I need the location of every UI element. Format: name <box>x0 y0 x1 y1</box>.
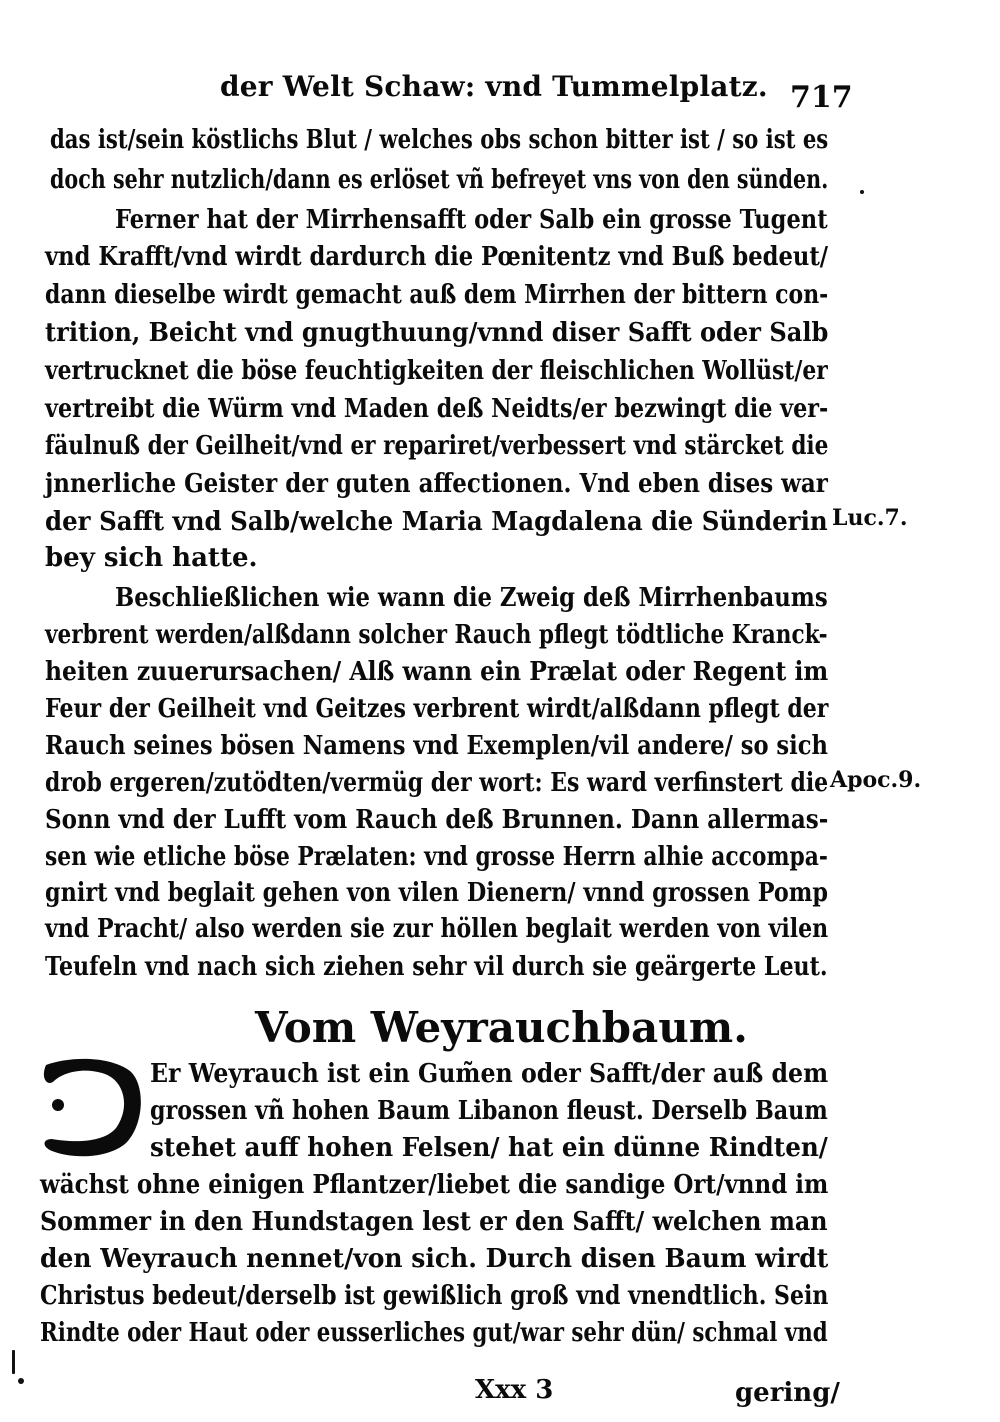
text-line: Ferner hat der Mirrhensafft oder Salb ein grosse Tugent <box>115 205 828 235</box>
text-line: Feur der Geilheit vnd Geitzes verbrent wirdt/alßdann pflegt der <box>45 694 829 724</box>
page-number: 717 <box>790 80 853 115</box>
margin-note: Apoc.9. <box>830 767 922 793</box>
text-line: heiten zuuerursachen/ Alß wann ein Prælat oder Regent im <box>45 657 829 687</box>
text-line: den Weyrauch nennet/von sich. Durch disen Baum wirdt <box>40 1244 829 1274</box>
text-line: doch sehr nutzlich/dann es erlöset vñ befreyet vns von den sünden. <box>50 165 829 195</box>
text-line: trition, Beicht vnd gnugthuung/vnnd diser Safft oder Salb <box>45 318 829 348</box>
dropcap-ornament-icon <box>38 1055 146 1161</box>
text-line: wächst ohne einigen Pflantzer/liebet die sandige Ort/vnnd im <box>40 1170 829 1200</box>
text-line: Christus bedeut/derselb ist gewißlich groß vnd vnendtlich. Sein <box>40 1281 829 1311</box>
text-line: das ist/sein köstlichs Blut / welches obs schon bitter ist / so ist es <box>50 125 829 155</box>
signature-mark: Xxx 3 <box>475 1375 554 1405</box>
catchword: gering/ <box>735 1378 840 1408</box>
text-line: Er Weyrauch ist ein Gum̃en oder Safft/der auß dem <box>150 1059 829 1089</box>
text-line: Sonn vnd der Lufft vom Rauch deß Brunnen. Dann allermas- <box>45 805 829 835</box>
text-line: grossen vñ hohen Baum Libanon fleust. Derselb Baum <box>150 1096 828 1126</box>
text-line: Beschließlichen wie wann die Zweig deß Mirrhenbaums <box>115 583 828 613</box>
text-line: gnirt vnd beglait gehen von vilen Dienern/ vnnd grossen Pomp <box>45 878 829 908</box>
text-line: verbrent werden/alßdann solcher Rauch pflegt tödtliche Kranck- <box>45 620 828 650</box>
section-heading: Vom Weyrauchbaum. <box>255 1003 748 1052</box>
text-line: Teufeln vnd nach sich ziehen sehr vil durch sie geärgerte Leut. <box>45 952 828 982</box>
text-line: der Safft vnd Salb/welche Maria Magdalena die Sünderin <box>45 507 828 537</box>
text-line: drob ergeren/zutödten/vermüg der wort: Es ward verfinstert die <box>45 768 829 798</box>
text-line: vertrucknet die böse feuchtigkeiten der fleischlichen Wollüst/er <box>45 356 828 386</box>
text-line: jnnerliche Geister der guten affectionen. Vnd eben dises war <box>45 469 828 499</box>
dropcap-ornament <box>38 1055 146 1161</box>
text-line: sen wie etliche böse Prælaten: vnd grosse Herrn alhie accompa- <box>45 842 828 872</box>
text-line: vnd Pracht/ also werden sie zur höllen beglait werden von vilen <box>45 914 829 944</box>
text-line: dann dieselbe wirdt gemacht auß dem Mirrhen der bittern con- <box>45 280 829 310</box>
text-line: Rauch seines bösen Namens vnd Exemplen/vil andere/ so sich <box>45 731 828 761</box>
ink-speck <box>12 1350 15 1374</box>
text-line: Sommer in den Hundstagen lest er den Safft/ welchen man <box>40 1207 828 1237</box>
ink-speck <box>860 190 864 194</box>
margin-note: Luc.7. <box>832 505 908 531</box>
text-line: fäulnuß der Geilheit/vnd er repariret/verbessert vnd stärcket die <box>45 431 829 461</box>
dropcap-letter <box>38 1055 39 1056</box>
text-line: Rindte oder Haut oder eusserliches gut/war sehr dün/ schmal vnd <box>40 1318 828 1348</box>
text-line: stehet auff hohen Felsen/ hat ein dünne Rindten/ <box>150 1133 828 1163</box>
text-line: bey sich hatte. <box>45 543 258 573</box>
running-head: der Welt Schaw: vnd Tummelplatz. <box>220 70 768 103</box>
ink-speck <box>18 1378 24 1384</box>
text-line: vertreibt die Würm vnd Maden deß Neidts/er bezwingt die ver- <box>45 394 829 424</box>
text-line: vnd Krafft/vnd wirdt dardurch die Pœnitentz vnd Buß bedeut/ <box>45 242 829 272</box>
